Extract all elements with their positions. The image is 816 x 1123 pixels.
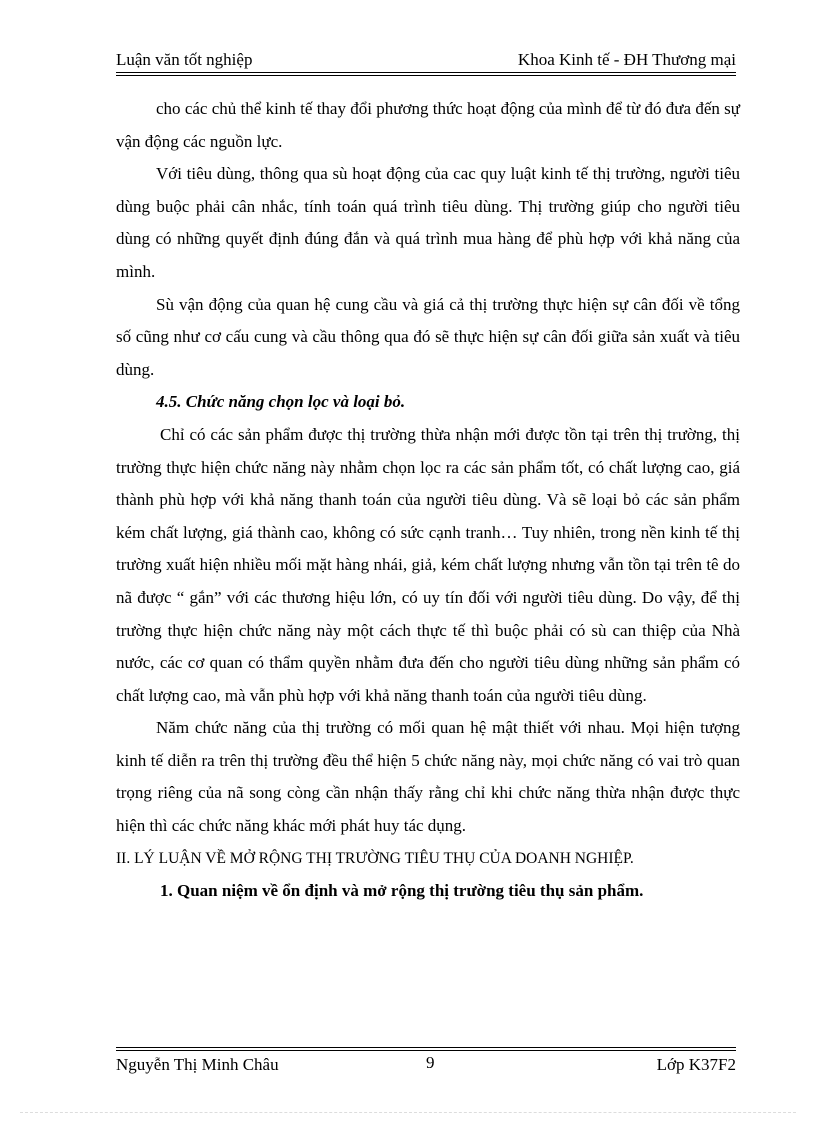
page-footer: [116, 1053, 736, 1077]
header-faculty-label: Khoa Kinh tế - ĐH Thương mại: [517, 50, 736, 69]
document-body: [116, 93, 740, 908]
paragraph-consumption: Với tiêu dùng, thông qua sù hoạt động của cac quy luật kinh tế thị trường, người tiêu dùng buộc phải cân nhắc, tính toán quá trình tiêu dùng. Thị trường giúp cho người tiêu dùng có những quyết định đúng đắn và quá trình mua hàng để phù hợp với khả năng của mình.: [116, 164, 740, 281]
footer-class: Lớp K37F2: [656, 1055, 736, 1074]
footer-author: Nguyễn Thị Minh Châu: [116, 1055, 279, 1074]
page-bottom-edge: [20, 1112, 796, 1113]
header-thesis-label: Luận văn tốt nghiệp: [116, 50, 253, 69]
section-heading-4-5: 4.5. Chức năng chọn lọc và loại bỏ.: [156, 392, 406, 412]
page-number: 9: [426, 1053, 435, 1072]
section-heading-1: 1. Quan niệm về ổn định và mở rộng thị trường tiêu thụ sản phẩm.: [160, 881, 644, 901]
header-rule: [116, 72, 736, 73]
footer-rule: [116, 1047, 736, 1048]
page-header: [116, 48, 736, 72]
header-rule-secondary: [116, 75, 736, 76]
paragraph-1: cho các chủ thể kinh tế thay đổi phương thức hoạt động của mình để từ đó đưa đến sự vận động các nguồn lực.: [116, 99, 740, 151]
chapter-heading-ii: II. LÝ LUẬN VỀ MỞ RỘNG THỊ TRƯỜNG TIÊU THỤ CỦA DOANH NGHIỆP.: [116, 849, 634, 867]
paragraph-five-functions: Năm chức năng của thị trường có mối quan hệ mật thiết với nhau. Mọi hiện tượng kinh tế diễn ra trên thị trường đều thể hiện 5 chức năng này, mọi chức năng có vai trò quan trọng riêng của nã song còng cần nhận thấy rằng chỉ khi chức năng thừa nhận được thực hiện thì các chức năng khác mới phát huy tác dụng.: [116, 718, 740, 836]
paragraph-supply-demand: Sù vận động của quan hệ cung cầu và giá cả thị trường thực hiện sự cân đối về tổng số cũng như cơ cấu cung và cầu thông qua đó sẽ thực hiện sự cân đối giữa sản xuất và tiêu dùng.: [116, 294, 740, 379]
paragraph-selection: Chỉ có các sản phẩm được thị trường thừa nhận mới được tồn tại trên thị trường, thị trường thực hiện chức năng này nhằm chọn lọc ra các sản phẩm tốt, có chất lượng cao, giá thành phù hợp với khả năng thanh toán của người tiêu dùng. Và sẽ loại bỏ các sản phẩm kém chất lượng, giá thành cao, không có sức cạnh tranh… Tuy nhiên, trong nền kinh tế thị trường xuất hiện nhiều mối mặt hàng nhái, giả, kém chất lượng nhưng vẫn tồn tại trên tê do nã được “ gắn” với các thương hiệu lớn, có uy tín đối với người tiêu dùng. Do vậy, để thị trường thực hiện chức năng này một cách thực tế thì buộc phải có sù can thiệp của Nhà nước, các cơ quan có thẩm quyền nhằm đưa đến cho người tiêu dùng những sản phẩm có chất lượng cao, mà vẫn phù hợp với khả năng thanh toán của người tiêu dùng.: [116, 424, 740, 705]
